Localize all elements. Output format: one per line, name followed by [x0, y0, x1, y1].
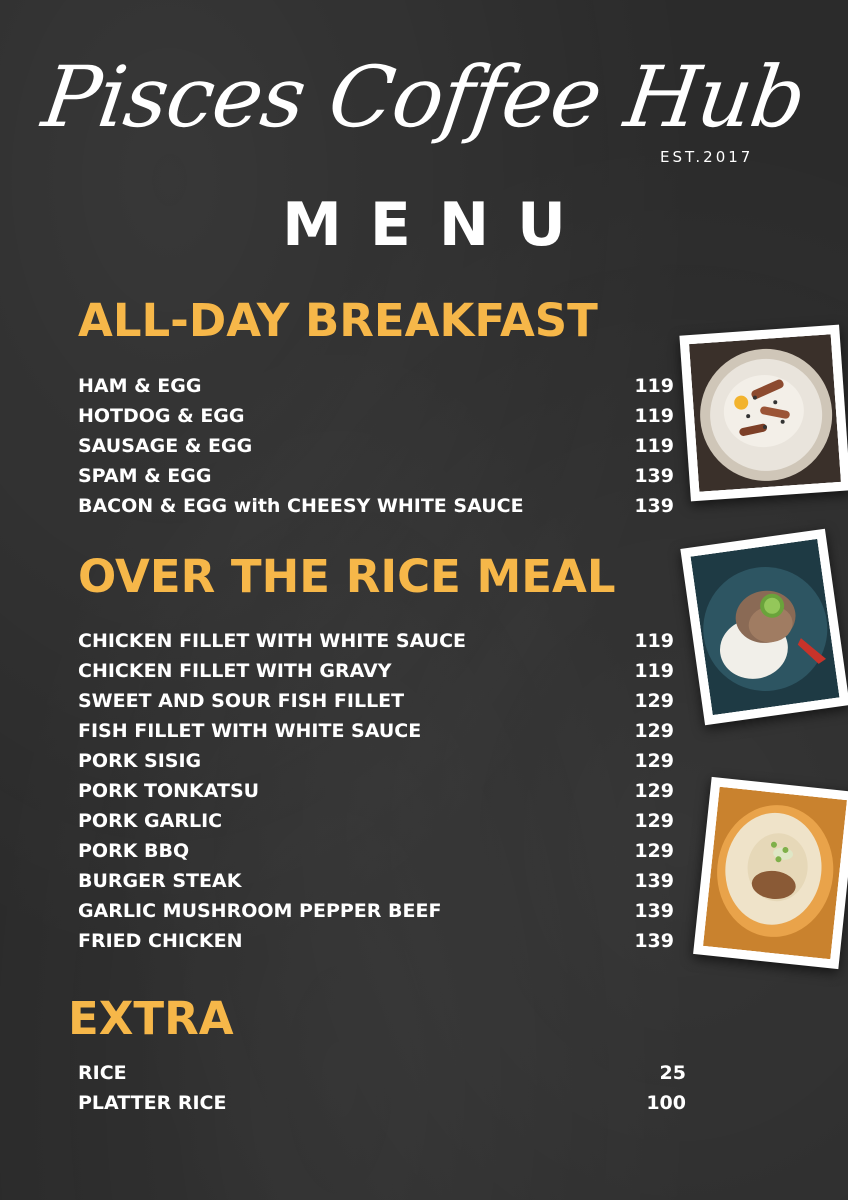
bacon-egg-bowl-icon [689, 334, 841, 492]
item-price: 119 [634, 435, 674, 457]
item-name: BACON & EGG with CHEESY WHITE SAUCE [78, 495, 524, 517]
item-name: GARLIC MUSHROOM PEPPER BEEF [78, 900, 442, 922]
item-price: 139 [634, 900, 674, 922]
item-name: PORK SISIG [78, 750, 202, 772]
chicken-rice-plate-icon [690, 539, 839, 715]
breakfast-list [78, 371, 674, 521]
item-price: 139 [634, 930, 674, 952]
item-name: SPAM & EGG [78, 465, 212, 487]
menu-item [78, 1088, 686, 1118]
food-photo-chicken-rice [680, 529, 848, 726]
item-name: PORK GARLIC [78, 810, 223, 832]
menu-item [78, 686, 674, 716]
menu-item [78, 1058, 686, 1088]
extra-list [78, 1058, 686, 1118]
item-name: RICE [78, 1062, 127, 1084]
item-name: BURGER STEAK [78, 870, 242, 892]
menu-item [78, 401, 674, 431]
brand-name: Pisces Coffee Hub [36, 48, 812, 146]
item-name: PORK TONKATSU [78, 780, 260, 802]
item-price: 119 [634, 375, 674, 397]
item-price: 139 [634, 870, 674, 892]
menu-item [78, 926, 674, 956]
menu-item [78, 806, 674, 836]
item-price: 139 [634, 495, 674, 517]
menu-item [78, 896, 674, 926]
menu-item [78, 656, 674, 686]
item-price: 129 [634, 780, 674, 802]
item-price: 119 [634, 660, 674, 682]
rice-meal-list [78, 626, 674, 956]
item-name: SWEET AND SOUR FISH FILLET [78, 690, 405, 712]
item-price: 139 [634, 465, 674, 487]
item-name: CHICKEN FILLET WITH WHITE SAUCE [78, 630, 467, 652]
food-photo-image [689, 334, 841, 492]
menu-item [78, 461, 674, 491]
menu-item [78, 746, 674, 776]
item-price: 129 [634, 720, 674, 742]
menu-item [78, 776, 674, 806]
food-photo-image [703, 787, 847, 960]
menu-title: MENU [282, 190, 594, 260]
heading-extra: EXTRA [68, 992, 234, 1045]
item-name: PORK BBQ [78, 840, 190, 862]
item-price: 129 [634, 750, 674, 772]
item-name: CHICKEN FILLET WITH GRAVY [78, 660, 392, 682]
item-name: HAM & EGG [78, 375, 202, 397]
item-name: SAUSAGE & EGG [78, 435, 253, 457]
item-price: 119 [634, 405, 674, 427]
item-name: HOTDOG & EGG [78, 405, 245, 427]
item-price: 25 [659, 1062, 686, 1084]
item-name: PLATTER RICE [78, 1092, 227, 1114]
established-year: EST.2017 [660, 148, 754, 166]
heading-all-day-breakfast: ALL-DAY BREAKFAST [78, 294, 598, 347]
item-price: 129 [634, 690, 674, 712]
item-name: FRIED CHICKEN [78, 930, 243, 952]
item-name: FISH FILLET WITH WHITE SAUCE [78, 720, 422, 742]
menu-item [78, 491, 674, 521]
item-price: 100 [646, 1092, 686, 1114]
menu-item [78, 431, 674, 461]
menu-item [78, 836, 674, 866]
menu-item [78, 626, 674, 656]
item-price: 129 [634, 810, 674, 832]
food-photo-white-sauce [693, 777, 848, 969]
heading-over-the-rice-meal: OVER THE RICE MEAL [78, 550, 616, 603]
menu-item [78, 866, 674, 896]
item-price: 129 [634, 840, 674, 862]
menu-item [78, 716, 674, 746]
white-sauce-dish-icon [703, 787, 847, 960]
item-price: 119 [634, 630, 674, 652]
food-photo-bacon-egg [679, 325, 848, 502]
food-photo-image [690, 539, 839, 715]
menu-item [78, 371, 674, 401]
